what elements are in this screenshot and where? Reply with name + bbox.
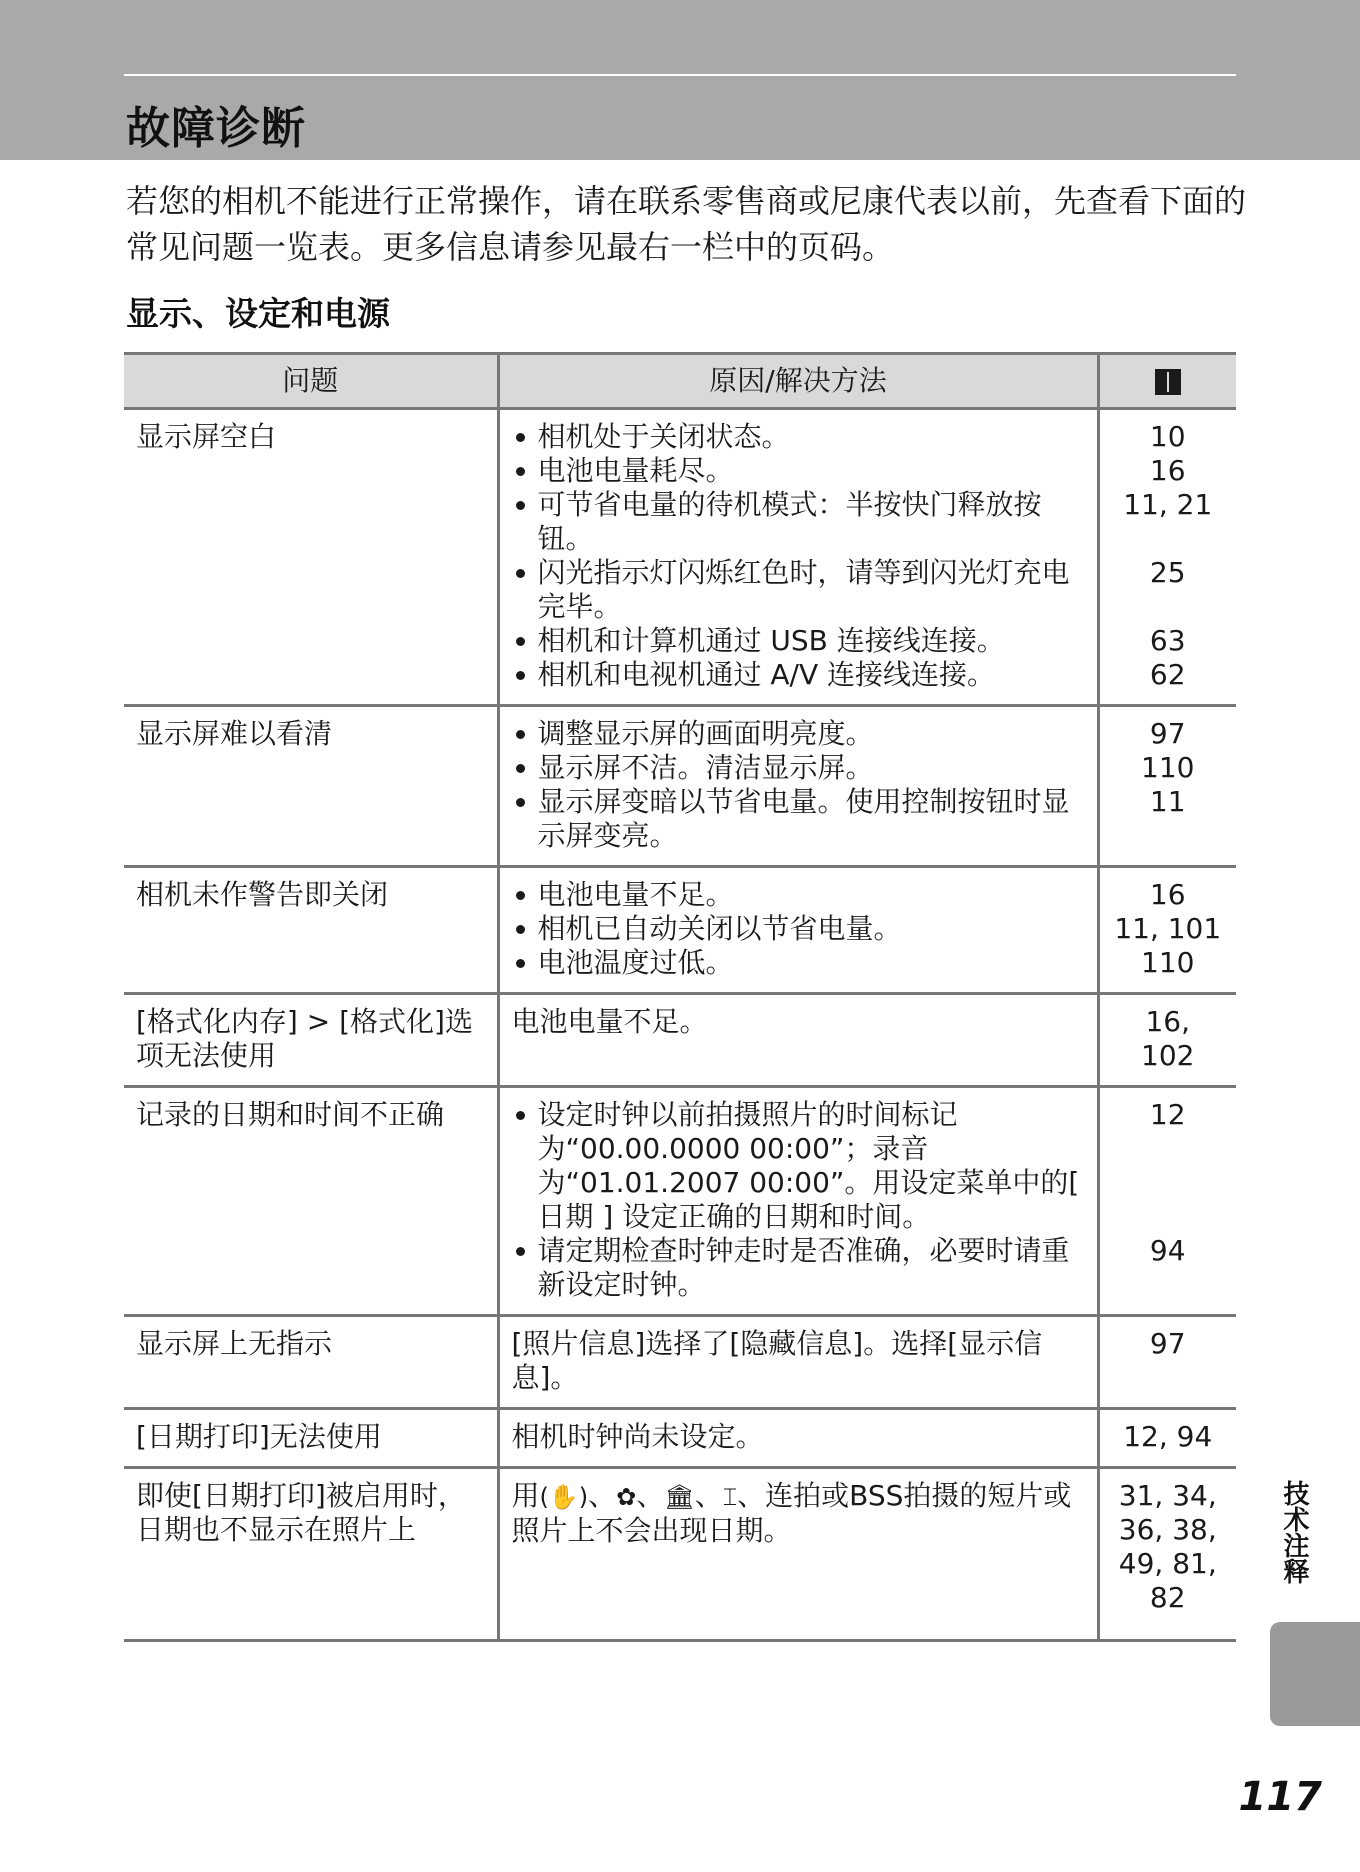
table-row [124,994,1236,1087]
problem-cell: 显示屏难以看清 [124,706,498,867]
table-row [124,1087,1236,1316]
page-ref: 62 [1149,658,1186,691]
header-band [0,0,1360,160]
side-tab [1270,1622,1360,1726]
page-ref: 94 [1149,1234,1186,1267]
cause-item: 闪光指示灯闪烁红色时，请等到闪光灯充电完毕。 [512,556,1085,624]
page-ref: 97 [1149,1327,1186,1360]
cause-cell: 电池电量不足。 [498,994,1098,1087]
problem-cell: 相机未作警告即关闭 [124,867,498,994]
table-row [124,867,1236,994]
page-cell [1098,1087,1236,1316]
column-header-cause: 原因/解决方法 [498,354,1098,409]
cause-item: 相机处于关闭状态。 [512,420,1085,454]
page-ref: 63 [1149,624,1186,657]
sports-mode-icon: ✿ [616,1483,637,1511]
page-ref: 31, 34, [1118,1479,1217,1512]
page-cell [1098,409,1236,706]
problem-cell: [日期打印]无法使用 [124,1409,498,1468]
cause-item: 可节省电量的待机模式：半按快门释放按钮。 [512,488,1085,556]
cause-item: 请定期检查时钟走时是否准确，必要时请重新设定时钟。 [512,1234,1085,1302]
page-ref: 102 [1141,1039,1195,1072]
section-heading: 显示、设定和电源 [126,294,390,333]
column-header-page [1098,354,1236,409]
page-cell [1098,1468,1236,1641]
intro-paragraph: 若您的相机不能进行正常操作，请在联系零售商或尼康代表以前，先查看下面的常见问题一览表。更多信息请参见最右一栏中的页码。 [126,182,1247,266]
page-ref: 110 [1141,946,1195,979]
cause-cell [498,1087,1098,1316]
cause-cell: 相机时钟尚未设定。 [498,1409,1098,1468]
page-ref: 12, 94 [1123,1420,1213,1453]
cause-cell: [照片信息]选择了[隐藏信息]。选择[显示信息]。 [498,1316,1098,1409]
column-header-problem: 问题 [124,354,498,409]
table-row [124,1409,1236,1468]
page-cell [1098,867,1236,994]
page-ref: 110 [1141,751,1195,784]
museum-mode-icon: 🏛 [664,1483,695,1511]
page-ref: 16 [1149,454,1186,487]
page-ref: 25 [1149,556,1186,589]
cause-item: 电池电量不足。 [512,878,1085,912]
cause-item: 显示屏不洁。清洁显示屏。 [512,751,1085,785]
cause-suffix: 、连拍或BSS拍摄的短片或照片上不会出现日期。 [511,1479,1072,1547]
book-reference-icon [1155,369,1181,395]
page-ref: 10 [1149,420,1186,453]
page-ref: 11, 21 [1123,488,1213,521]
page-cell [1098,706,1236,867]
cause-item: 电池温度过低。 [512,946,1085,980]
problem-cell: 即使[日期打印]被启用时，日期也不显示在照片上 [124,1468,498,1641]
table-row [124,1468,1236,1641]
page-ref: 16, [1145,1005,1191,1038]
table-row [124,1316,1236,1409]
vibration-reduction-icon: (✋) [539,1483,589,1511]
page-ref: 16 [1149,878,1186,911]
page-ref: 97 [1149,717,1186,750]
problem-cell: 记录的日期和时间不正确 [124,1087,498,1316]
page-ref: 11, 101 [1114,912,1222,945]
header-rule [124,74,1236,76]
cause-item: 设定时钟以前拍摄照片的时间标记为“00.00.0000 00:00”；录音为“01.01.2007 00:00”。用设定菜单中的[ 日期 ] 设定正确的日期和时间。 [512,1098,1085,1234]
problem-cell: 显示屏空白 [124,409,498,706]
page-number: 117 [1238,1774,1322,1820]
problem-cell: [格式化内存] > [格式化]选项无法使用 [124,994,498,1087]
side-tab-label: 技术注释 [1279,1480,1309,1584]
page-cell [1098,1316,1236,1409]
troubleshooting-table [124,352,1236,1642]
cause-item: 显示屏变暗以节省电量。使用控制按钮时显示屏变亮。 [512,785,1085,853]
cause-cell: 用(✋)、✿、🏛、⌶、连拍或BSS拍摄的短片或照片上不会出现日期。 [498,1468,1098,1641]
page-title: 故障诊断 [126,103,306,154]
cause-item: 调整显示屏的画面明亮度。 [512,717,1085,751]
page-ref: 36, 38, [1118,1513,1217,1546]
cause-cell [498,867,1098,994]
page-cell [1098,994,1236,1087]
cause-prefix: 用 [511,1479,540,1512]
page-ref: 49, 81, [1118,1547,1217,1580]
page-ref: 11 [1149,785,1186,818]
page-ref: 12 [1149,1098,1186,1131]
table-row [124,409,1236,706]
page-cell [1098,1409,1236,1468]
page-ref: 82 [1149,1581,1186,1614]
cause-item: 相机已自动关闭以节省电量。 [512,912,1085,946]
cause-cell [498,706,1098,867]
cause-item: 电池电量耗尽。 [512,454,1085,488]
problem-cell: 显示屏上无指示 [124,1316,498,1409]
table-header-row [124,354,1236,409]
cause-item: 相机和计算机通过 USB 连接线连接。 [512,624,1085,658]
cause-item: 相机和电视机通过 A/V 连接线连接。 [512,658,1085,692]
panorama-mode-icon: ⌶ [722,1483,738,1511]
table-row [124,706,1236,867]
cause-cell [498,409,1098,706]
